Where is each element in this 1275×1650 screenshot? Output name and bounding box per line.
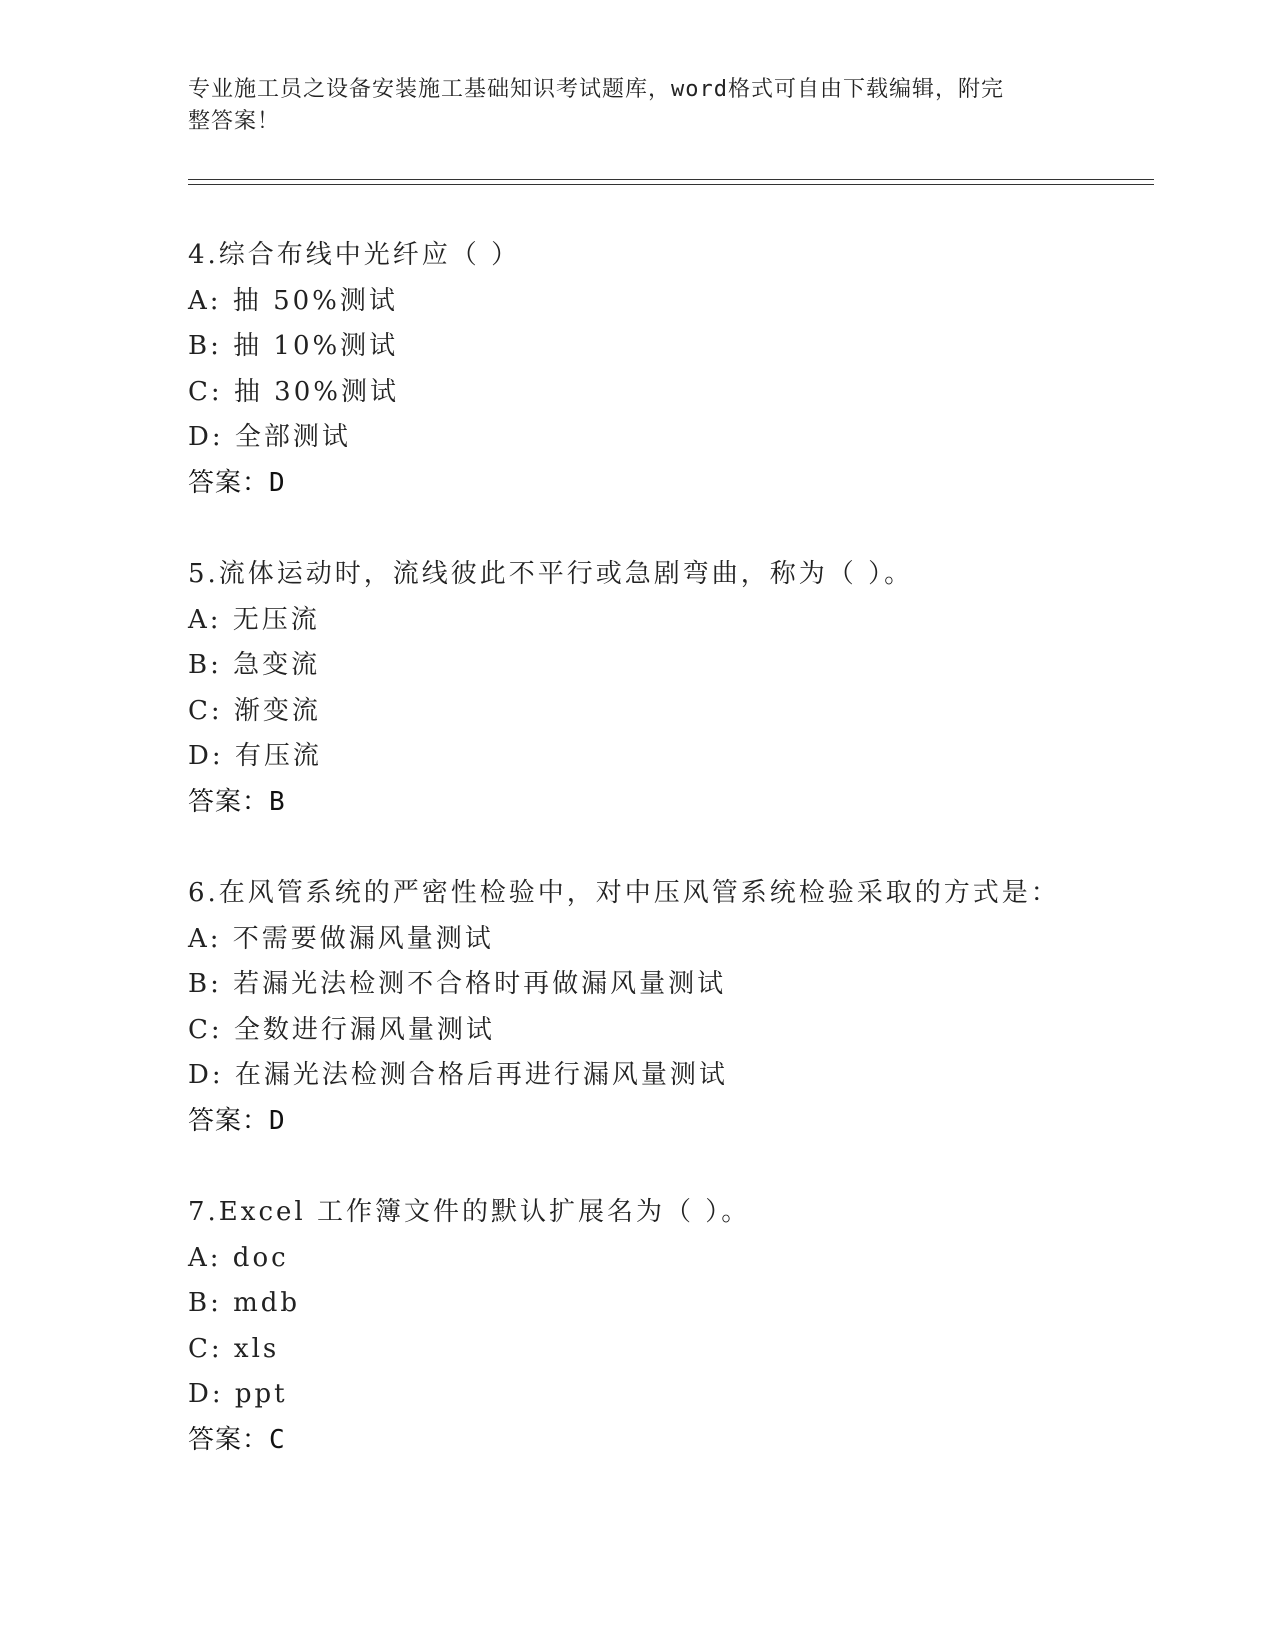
option-b: B: 急变流: [188, 650, 321, 680]
question-block: [188, 1190, 1138, 1463]
option-d: D: ppt: [188, 1379, 288, 1409]
option-a: A: 无压流: [188, 604, 320, 635]
option-d: D: 在漏光法检测合格后再进行漏风量测试: [188, 1060, 728, 1090]
answer-line: 答案：B: [188, 786, 286, 817]
option-a: A: 不需要做漏风量测试: [188, 923, 494, 954]
header-line-2: 整答案！: [188, 109, 281, 134]
answer-line: 答案：D: [188, 467, 286, 498]
option-c: C: xls: [188, 1333, 280, 1364]
header-divider-top: [188, 179, 1154, 180]
option-a: A: 抽 50%测试: [188, 285, 398, 316]
question-stem: 7.Excel 工作簿文件的默认扩展名为（ ）。: [188, 1197, 751, 1227]
option-d: D: 有压流: [188, 741, 322, 771]
option-b: B: 若漏光法检测不合格时再做漏风量测试: [188, 969, 727, 999]
option-d: D: 全部测试: [188, 422, 351, 452]
question-block: [188, 871, 1138, 1144]
question-block: [188, 233, 1138, 506]
question-stem: 4.综合布线中光纤应（ ）: [188, 240, 521, 270]
question-stem: 6.在风管系统的严密性检验中，对中压风管系统检验采取的方式是：: [188, 878, 1060, 908]
option-b: B: mdb: [188, 1288, 301, 1318]
header-line-1: 专业施工员之设备安装施工基础知识考试题库，word格式可自由下载编辑，附完: [188, 77, 1004, 102]
option-b: B: 抽 10%测试: [188, 331, 399, 361]
document-header: [188, 74, 1068, 138]
answer-line: 答案：D: [188, 1105, 286, 1136]
option-a: A: doc: [188, 1242, 289, 1273]
option-c: C: 全数进行漏风量测试: [188, 1014, 495, 1045]
option-c: C: 抽 30%测试: [188, 376, 399, 407]
option-c: C: 渐变流: [188, 695, 321, 726]
question-block: [188, 552, 1138, 825]
answer-line: 答案：C: [188, 1424, 286, 1455]
header-divider-bottom: [188, 184, 1154, 185]
question-stem: 5.流体运动时，流线彼此不平行或急剧弯曲，称为（ ）。: [188, 559, 914, 589]
